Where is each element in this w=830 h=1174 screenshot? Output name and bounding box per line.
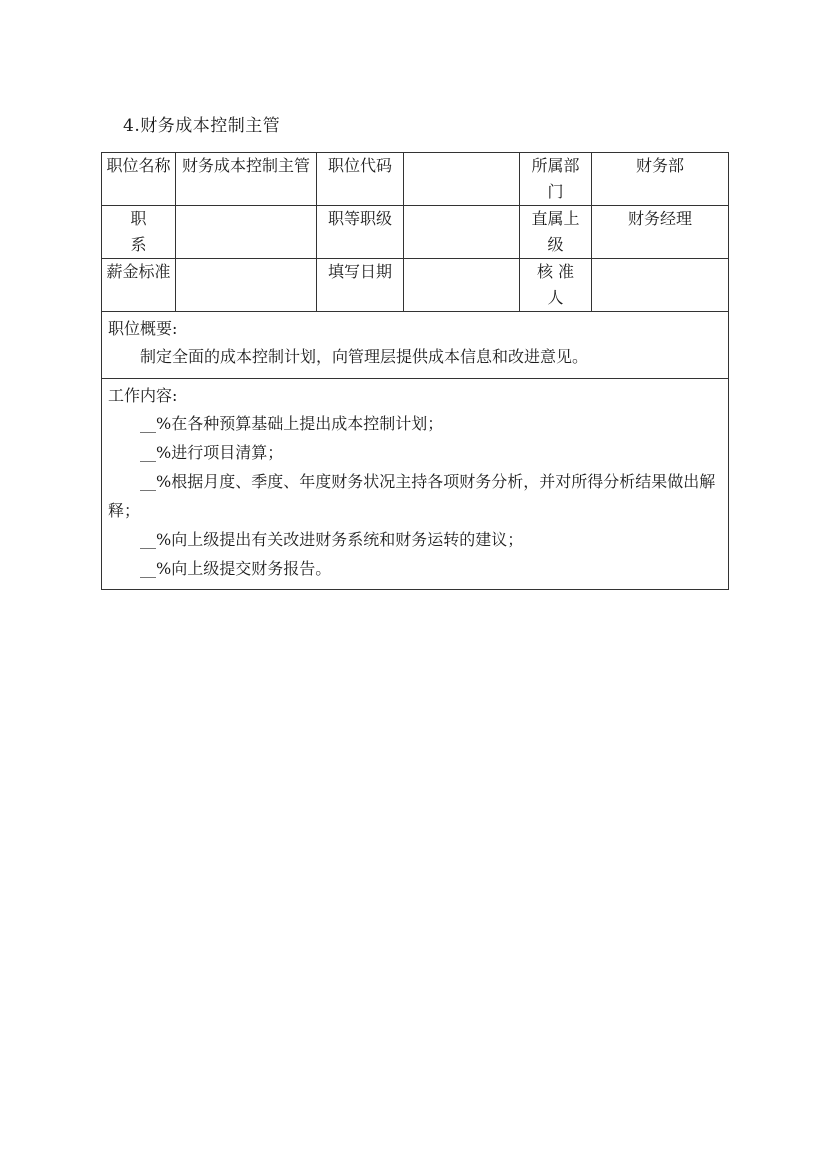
field-label: 职位名称 xyxy=(102,153,176,206)
field-value xyxy=(404,153,520,206)
summary-cell xyxy=(102,312,729,379)
field-label: 职 系 xyxy=(102,206,176,259)
duties-title: 工作内容: xyxy=(108,386,178,405)
field-label: 薪金标准 xyxy=(102,259,176,312)
duty-item: __%在各种预算基础上提出成本控制计划； xyxy=(140,414,444,433)
duty-item: __%向上级提出有关改进财务系统和财务运转的建议； xyxy=(140,530,524,549)
field-label: 职等职级 xyxy=(317,206,404,259)
field-value xyxy=(404,206,520,259)
summary-title: 职位概要: xyxy=(108,319,178,338)
job-description-table xyxy=(101,152,729,590)
info-row xyxy=(102,153,729,206)
field-value: 财务成本控制主管 xyxy=(176,153,317,206)
info-row xyxy=(102,206,729,259)
summary-text: 制定全面的成本控制计划，向管理层提供成本信息和改进意见。 xyxy=(140,347,589,366)
duties-row xyxy=(102,379,729,590)
field-label: 直属上级 xyxy=(520,206,592,259)
duty-item: __%进行项目清算； xyxy=(140,443,284,462)
duties-cell xyxy=(102,379,729,590)
field-label: 核 准 人 xyxy=(520,259,592,312)
summary-row xyxy=(102,312,729,379)
field-label: 所属部门 xyxy=(520,153,592,206)
field-value xyxy=(176,206,317,259)
duty-item: __%根据月度、季度、年度财务状况主持各项财务分析，并对所得分析结果做出解释； xyxy=(108,472,716,520)
duty-item: __%向上级提交财务报告。 xyxy=(140,559,332,578)
info-row xyxy=(102,259,729,312)
info-rows xyxy=(102,153,729,312)
field-value: 财务经理 xyxy=(592,206,729,259)
field-label: 职位代码 xyxy=(317,153,404,206)
field-value xyxy=(176,259,317,312)
page-heading: 4.财务成本控制主管 xyxy=(123,116,281,136)
field-value xyxy=(404,259,520,312)
field-value xyxy=(592,259,729,312)
field-value: 财务部 xyxy=(592,153,729,206)
duty-list xyxy=(108,409,722,583)
field-label: 填写日期 xyxy=(317,259,404,312)
